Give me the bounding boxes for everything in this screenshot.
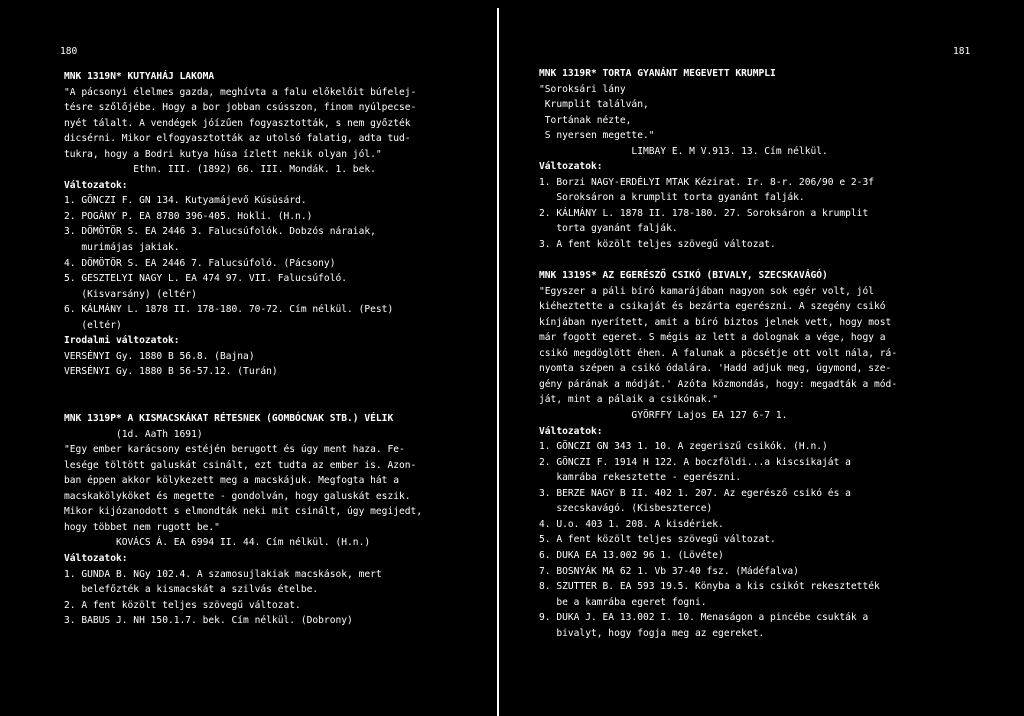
text-line: 7. BOSNYÁK MA 62 1. Vb 37-40 fsz. (Mádéfalva) (539, 565, 799, 577)
text-line: Ethn. III. (1892) 66. III. Mondák. 1. bek. (64, 164, 376, 176)
spacer (64, 380, 474, 396)
text-line: 2. GÖNCZI F. 1914 H 122. A boczföldi...a kiscsikaját a (539, 456, 851, 468)
text-line: "Soroksári lány (539, 83, 626, 95)
text-line: 1. GÖNCZI GN 343 1. 10. A zegeriszű csikók. (H.n.) (539, 441, 828, 453)
text-line: Mikor kijózanodott s elmondták neki mit csinált, úgy megijedt, (64, 506, 423, 518)
text-line: bivalyt, hogy fogja meg az egereket. (539, 627, 765, 639)
text-line: belefőzték a kismacskát a szilvás ételbe. (64, 584, 319, 596)
text-line: LIMBAY E. M V.913. 13. Cím nélkül. (539, 145, 828, 157)
text-line: csikó megdöglött éhen. A falunak a pöcsétje ott volt nála, rá- (539, 347, 898, 359)
text-line: VERSÉNYI Gy. 1880 B 56.8. (Bajna) (64, 350, 255, 362)
text-line: 2. A fent közölt teljes szövegű változat. (64, 599, 301, 611)
text-line: Krumplit találván, (539, 99, 649, 111)
text-line: (Kisvarsány) (eltér) (64, 288, 197, 300)
text-line: GYÖRFFY Lajos EA 127 6-7 1. (539, 410, 788, 422)
text-line: ban éppen akkor kölykezett meg a macskájuk. Megfogta hát a (64, 475, 400, 487)
text-line: 1. Borzi NAGY-ERDÉLYI MTAK Kézirat. Ir. 8-r. 206/90 e 2-3f (539, 176, 875, 188)
text-line: S nyersen megette." (539, 130, 655, 142)
text-line: 1. GUNDA B. NGy 102.4. A szamosujlakiak macskások, mert (64, 568, 382, 580)
text-line: hogy többet nem rugott be." (64, 521, 220, 533)
text-line: KOVÁCS Á. EA 6994 II. 44. Cím nélkül. (H.n.) (64, 537, 371, 549)
right-page (499, 0, 1024, 716)
text-line: macskakölyköket és megette - gondolván, hogy galuskát eszik. (64, 490, 411, 502)
text-line: gény párának a módját.' Azóta közmondás, hogy: megadták a mód- (539, 378, 898, 390)
page-number: 180 (60, 46, 78, 57)
text-line: nyét tálalt. A vendégek jóízűen fogyasztották, s nem győzték (64, 117, 411, 129)
section-title: MNK 1319N* KUTYAHÁJ LAKOMA (64, 71, 215, 82)
text-line: tésre szőlőjébe. Hogy a bor jobban csússzon, finom nyúlpecse- (64, 102, 417, 114)
section-heading: Irodalmi változatok: (64, 335, 180, 347)
text-line: 1. GÖNCZI F. GN 134. Kutyamájevő Kúsüsárd. (64, 195, 307, 207)
text-line: 4. DÖMÖTÖR S. EA 2446 7. Falucsúfoló. (Pácsony) (64, 257, 336, 269)
section-title: MNK 1319R* TORTA GYANÁNT MEGEVETT KRUMPLI (539, 68, 776, 79)
section-heading: Változatok: (539, 161, 603, 173)
text-line: ját, mint a pálaik a csikónak." (539, 394, 719, 406)
left-page (0, 0, 498, 716)
text-line: torta gyanánt falják. (539, 223, 678, 235)
spacer (539, 253, 979, 269)
page-number: 181 (953, 46, 971, 57)
left-text-column (64, 69, 474, 629)
text-line: 8. SZUTTER B. EA 593 19.5. Könyba a kis csikót rekesztették (539, 581, 880, 593)
text-line: 5. A fent közölt teljes szövegű változat. (539, 534, 776, 546)
text-line: "A pácsonyi élelmes gazda, meghívta a falu előkelőit búfelej- (64, 86, 417, 98)
text-line: 6. DUKA EA 13.002 96 1. (Lövéte) (539, 549, 724, 561)
right-text-column (539, 66, 979, 641)
text-line: "Egy ember karácsony estéjén berugott és úgy ment haza. Fe- (64, 444, 405, 456)
text-line: 9. DUKA J. EA 13.002 I. 10. Menaságon a pincébe csukták a (539, 612, 869, 624)
text-line: kínjában nyerített, amit a bíró biztos jelnek vett, hogy most (539, 316, 892, 328)
text-line: 3. BERZE NAGY B II. 402 1. 207. Az egerésző csikó és a (539, 487, 851, 499)
section-title: MNK 1319S* AZ EGERÉSZŐ CSIKÓ (BIVALY, SZECSKAVÁGÓ) (539, 270, 828, 282)
text-line: Soroksáron a krumplit torta gyanánt falják. (539, 192, 805, 204)
section-heading: Változatok: (539, 425, 603, 437)
section-title: MNK 1319P* A KISMACSKÁKAT RÉTESNEK (GOMBÓCNAK STB.) VÉLIK (64, 413, 394, 425)
text-line: 3. DÖMÖTÖR S. EA 2446 3. Falucsúfolók. Dobzós náraiak, (64, 226, 376, 238)
text-line: be a kamrába egeret fogni. (539, 596, 707, 608)
text-line: Tortának nézte, (539, 114, 632, 126)
text-line: (1d. AaTh 1691) (64, 428, 203, 440)
text-line: kiéheztette a csikaját és bezárta egerészni. A szegény csikó (539, 301, 886, 313)
text-line: 5. GESZTELYI NAGY L. EA 474 97. VII. Falucsúfoló. (64, 273, 348, 285)
text-line: nyomta szépen a csikó ódalára. 'Hadd adjuk meg, úgymond, sze- (539, 363, 892, 375)
text-line: VERSÉNYI Gy. 1880 B 56-57.12. (Turán) (64, 366, 278, 378)
text-line: murimájas jakiak. (64, 242, 180, 254)
text-line: már fogott egeret. S mégis az lett a dolognak a vége, hogy a (539, 332, 886, 344)
text-line: tukra, hogy a Bodri kutya húsa ízlett nekik olyan jól." (64, 148, 382, 160)
spacer (64, 395, 474, 411)
text-line: lesége töltött galuskát csinált, ezt tudta az ember is. Azon- (64, 459, 417, 471)
text-line: dicsérni. Mikor elfogyasztották az utolsó falatig, adta tud- (64, 133, 411, 145)
text-line: 2. KÁLMÁNY L. 1878 II. 178-180. 27. Soroksáron a krumplit (539, 207, 869, 219)
text-line: (eltér) (64, 319, 122, 331)
text-line: "Egyszer a páli bíró kamarájában nagyon sok egér volt, jól (539, 285, 875, 297)
text-line: kamrába rekesztette - egerészni. (539, 472, 742, 484)
text-line: 4. U.o. 403 1. 208. A kisdériek. (539, 518, 724, 530)
section-heading: Változatok: (64, 552, 128, 564)
text-line: 3. BABUS J. NH 150.1.7. bek. Cím nélkül. (Dobrony) (64, 615, 353, 627)
text-line: 3. A fent közölt teljes szövegű változat. (539, 239, 776, 251)
text-line: 2. POGÁNY P. EA 8780 396-405. Hokli. (H.n.) (64, 210, 313, 222)
section-heading: Változatok: (64, 179, 128, 191)
text-line: 6. KÁLMÁNY L. 1878 II. 178-180. 70-72. Cím nélkül. (Pest) (64, 304, 394, 316)
text-line: szecskavágó. (Kisbeszterce) (539, 503, 713, 515)
